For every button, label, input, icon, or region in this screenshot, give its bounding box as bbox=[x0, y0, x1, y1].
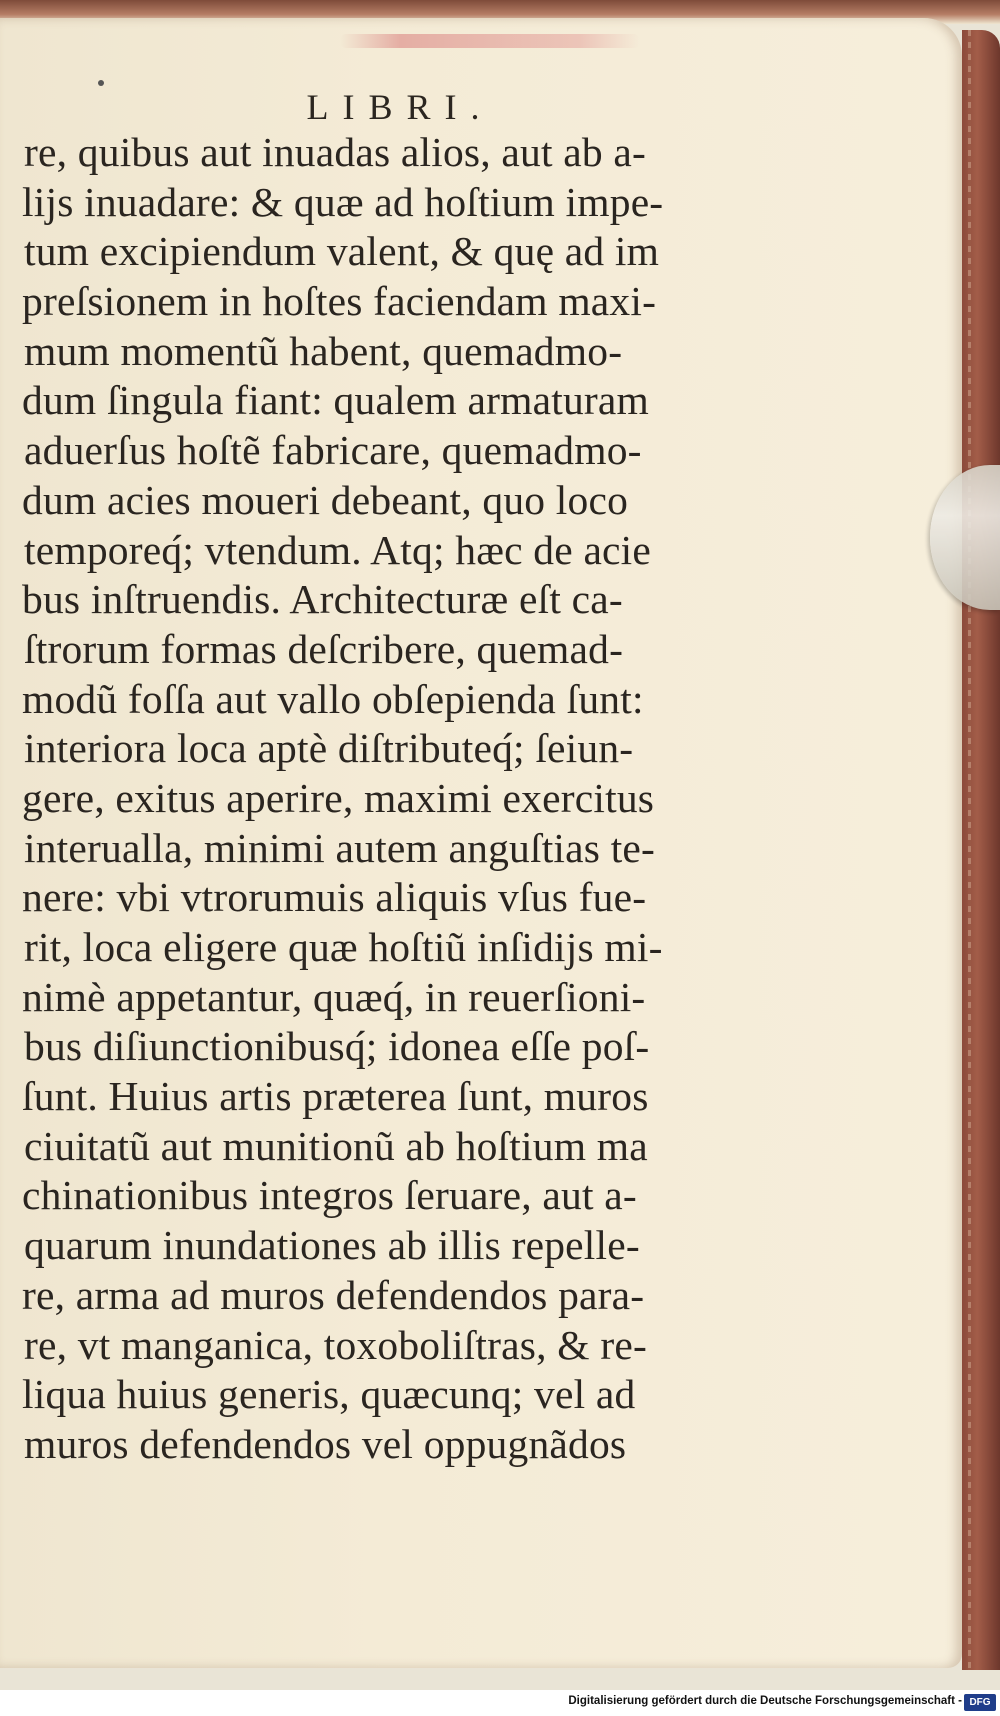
text-line: preſsionem in hoſtes faciendam maxi- bbox=[22, 278, 657, 325]
text-line: ciuitatũ aut munitionũ ab hoſtium ma bbox=[24, 1122, 648, 1169]
text-line: interiora loca aptè diſtributeq́; ſeiun- bbox=[24, 725, 634, 772]
text-line: liqua huius generis, quæcunq; vel ad bbox=[22, 1371, 636, 1418]
text-line: lijs inuadare: & quæ ad hoſtium impe- bbox=[22, 178, 664, 225]
text-line: dum acies moueri debeant, quo loco bbox=[22, 476, 629, 523]
text-line: ſunt. Huius artis præterea ſunt, muros bbox=[22, 1073, 649, 1120]
dfg-logo: DFG bbox=[964, 1694, 996, 1711]
text-line: tum excipiendum valent, & quę ad im bbox=[24, 228, 660, 275]
funding-credit: Digitalisierung gefördert durch die Deutsche Forschungsgemeinschaft - bbox=[568, 1695, 962, 1707]
text-line: aduerſus hoſtẽ fabricare, quemadmo- bbox=[24, 427, 642, 474]
text-line: modũ foſſa aut vallo obſepienda ſunt: bbox=[22, 675, 644, 722]
text-line: nere: vbi vtrorumuis aliquis vſus fue- bbox=[22, 874, 647, 921]
text-line: re, arma ad muros defendendos para- bbox=[22, 1271, 645, 1318]
body-text bbox=[22, 128, 722, 1470]
text-line: nimè appetantur, quæq́, in reuerſioni- bbox=[22, 973, 646, 1020]
red-stain-marks bbox=[340, 34, 640, 48]
text-line: re, quibus aut inuadas alios, aut ab a- bbox=[24, 129, 647, 175]
running-head: LIBRI. bbox=[306, 87, 494, 127]
text-line: ſtrorum formas deſcribere, quemad- bbox=[24, 625, 624, 672]
text-line: temporeq́; vtendum. Atq; hæc de acie bbox=[24, 526, 652, 573]
text-line: re, vt manganica, toxoboliſtras, & re- bbox=[24, 1321, 647, 1368]
footer-bar bbox=[0, 1690, 1000, 1716]
text-line: gere, exitus aperire, maximi exercitus bbox=[22, 774, 655, 821]
text-line: dum ſingula fiant: qualem armaturam bbox=[22, 377, 650, 424]
text-line: bus inſtruendis. Architecturæ eſt ca- bbox=[22, 576, 623, 623]
text-line: quarum inundationes ab illis repelle- bbox=[24, 1222, 640, 1269]
text-line: muros defendendos vel oppugnãdos bbox=[24, 1420, 627, 1467]
text-line: mum momentũ habent, quemadmo- bbox=[24, 327, 623, 374]
text-line: interualla, minimi autem anguſtias te- bbox=[24, 824, 656, 871]
text-line: bus diſiunctionibusq́; idonea eſſe poſ- bbox=[24, 1023, 650, 1070]
page-fore-edge bbox=[962, 30, 1000, 1670]
text-line: chinationibus integros ſeruare, aut a- bbox=[22, 1172, 637, 1219]
text-line: rit, loca eligere quæ hoſtiũ inſidijs mi- bbox=[24, 924, 663, 970]
